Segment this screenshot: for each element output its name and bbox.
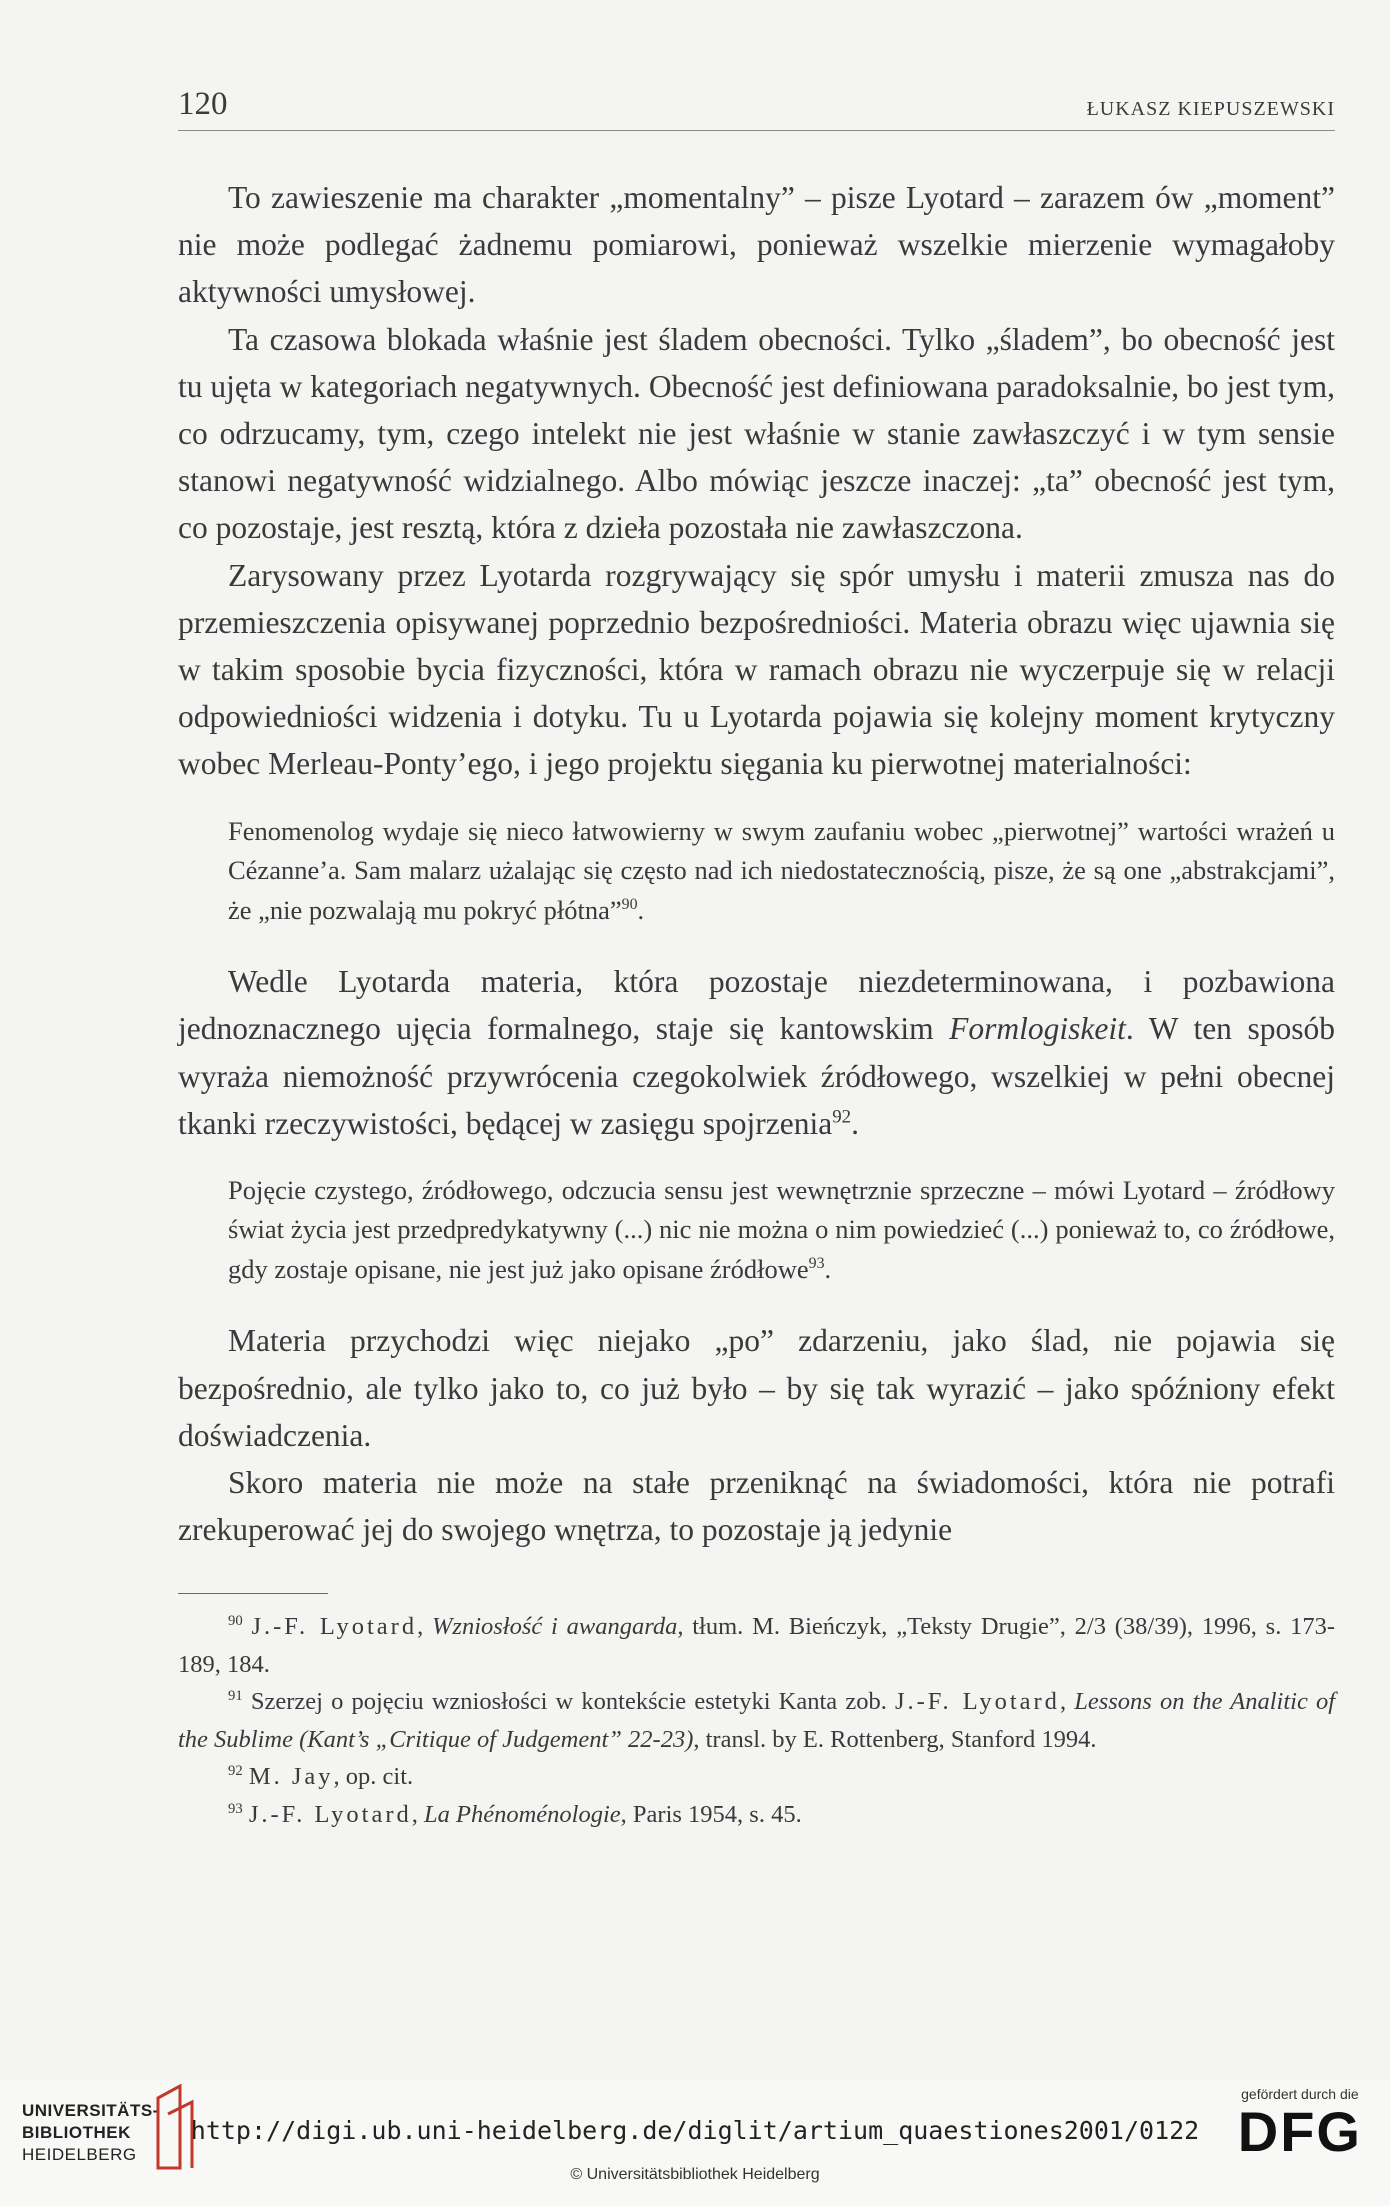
body-text bbox=[178, 174, 1335, 1833]
copyright-notice: © Universitätsbibliothek Heidelberg bbox=[570, 2166, 820, 2183]
block-quote: Fenomenolog wydaje się nieco łatwowierny w swym zaufaniu wobec „pierwotnej” wartości wrażeń u Cézanne’a. Sam malarz użalając się często nad ich niedostatecznością, pisze, że są one „abstrakcjami”, że „nie pozwalają mu pokryć płótna”$^{90}$. bbox=[228, 815, 1335, 925]
footnote-divider bbox=[178, 1593, 328, 1594]
footnote-ref[interactable]: 93 bbox=[808, 1255, 825, 1273]
footnote-ref[interactable]: 92 bbox=[832, 1106, 852, 1128]
page-number: 120 bbox=[178, 86, 228, 122]
paragraph: To zawieszenie ma charakter „momentalny” – pisze Lyotard – zarazem ów „moment” nie może podlegać żadnemu pomiarowi, ponieważ wszelkie mierzenie wymagałoby aktywności umysłowej. bbox=[178, 180, 1335, 310]
footnote-ref[interactable]: 90 bbox=[621, 895, 638, 913]
running-head: ŁUKASZ KIEPUSZEWSKI bbox=[1086, 98, 1335, 120]
library-logo[interactable]: UNIVERSITÄTS- BIBLIOTHEK HEIDELBERG bbox=[22, 2101, 159, 2164]
footnotes bbox=[178, 1608, 1335, 1833]
paragraph: Wedle Lyotarda materia, która pozostaje niezdeterminowana, i pozbawiona jednoznacznego ujęcia formalnego, staje się kantowskim Formlogiskeit. W ten sposób wyraża niemożność przywrócenia czegokolwiek źródłowego, wszelkiej w pełni obecnej tkanki rzeczywistości, będącej w zasięgu spojrzenia$^{92}$. bbox=[178, 964, 1335, 1141]
italic-term: Formlogiskeit bbox=[949, 1011, 1126, 1047]
footnote: $^{90}$ J.-F. Lyotard, Wzniosłość i awangarda, tłum. M. Bieńczyk, „Teksty Drugie”, 2/3 (38/39), 1996, s. 173-189, 184. bbox=[178, 1613, 1336, 1678]
permalink-url[interactable]: http://digi.ub.uni-heidelberg.de/diglit/artium_quaestiones2001/0122 bbox=[190, 2116, 1200, 2145]
paragraph: Skoro materia nie może na stałe przeniknąć na świadomości, która nie potrafi zrekuperować jej do swojego wnętrza, to pozostaje ją jedynie bbox=[178, 1465, 1335, 1548]
quote-text: Pojęcie czystego, źródłowego, odczucia sensu jest wewnętrznie sprzeczne – mówi Lyotard – źródłowy świat życia jest przedpredykatywny (...) nic nie można o nim powiedzieć (...) ponieważ to, co źródłowe, gdy zostaje opisane, nie jest już jako opisane źródłowe bbox=[228, 1174, 1335, 1284]
block-quote: Pojęcie czystego, źródłowego, odczucia sensu jest wewnętrznie sprzeczne – mówi Lyotard – źródłowy świat życia jest przedpredykatywny (...) nic nie można o nim powiedzieć (...) ponieważ to, co źródłowe, gdy zostaje opisane, nie jest już jako opisane źródłowe$^{93}$. bbox=[228, 1174, 1335, 1284]
paragraph: Ta czasowa blokada właśnie jest śladem obecności. Tylko „śladem”, bo obecność jest tu ujęta w kategoriach negatywnych. Obecność jest definiowana paradoksalnie, bo jest tym, co odrzucamy, tym, czego intelekt nie jest właśnie w stanie zawłaszczyć i w tym sensie stanowi negatywność widzialnego. Albo mówiąc jeszcze inaczej: „ta” obecność jest tym, co pozostaje, jest resztą, która z dzieła pozostała nie zawłaszczona. bbox=[178, 321, 1335, 546]
footnote: $^{91}$ Szerzej o pojęciu wzniosłości w kontekście estetyki Kanta zob. J.-F. Lyotard, Lessons on the Analitic of the Sublime (Kant’s „Critique of Judgement” 22-23), transl. by E. Rottenberg, Stanford 1994. bbox=[178, 1688, 1336, 1753]
dfg-funding-logo[interactable]: gefördert durch die DFG bbox=[1237, 2086, 1362, 2163]
paragraph: Materia przychodzi więc niejako „po” zdarzeniu, jako ślad, nie pojawia się bezpośrednio, ale tylko jako to, co już było – by się tak wyrazić – jako spóźniony efekt doświadczenia. bbox=[178, 1323, 1335, 1453]
footnote: $^{92}$ M. Jay, op. cit. bbox=[228, 1763, 414, 1791]
paragraph: Zarysowany przez Lyotarda rozgrywający się spór umysłu i materii zmusza nas do przemieszczenia opisywanej poprzednio bezpośredniości. Materia obrazu więc ujawnia się w takim sposobie bycia fizyczności, która w ramach obrazu nie wyczerpuje się w relacji odpowiedniości widzenia i dotyku. Tu u Lyotarda pojawia się kolejny moment krytyczny wobec Merleau-Ponty’ego, i jego projektu sięgania ku pierwotnej materialności: bbox=[178, 557, 1335, 782]
page-header bbox=[178, 86, 1335, 131]
footnote: $^{93}$ J.-F. Lyotard, La Phénoménologie, Paris 1954, s. 45. bbox=[228, 1800, 802, 1828]
quote-text: Fenomenolog wydaje się nieco łatwowierny w swym zaufaniu wobec „pierwotnej” wartości wrażeń u Cézanne’a. Sam malarz użalając się często nad ich niedostatecznością, pisze, że są one „abstrakcjami”, że „nie pozwalają mu pokryć płótna” bbox=[228, 815, 1335, 925]
digitization-footer bbox=[0, 2080, 1390, 2206]
